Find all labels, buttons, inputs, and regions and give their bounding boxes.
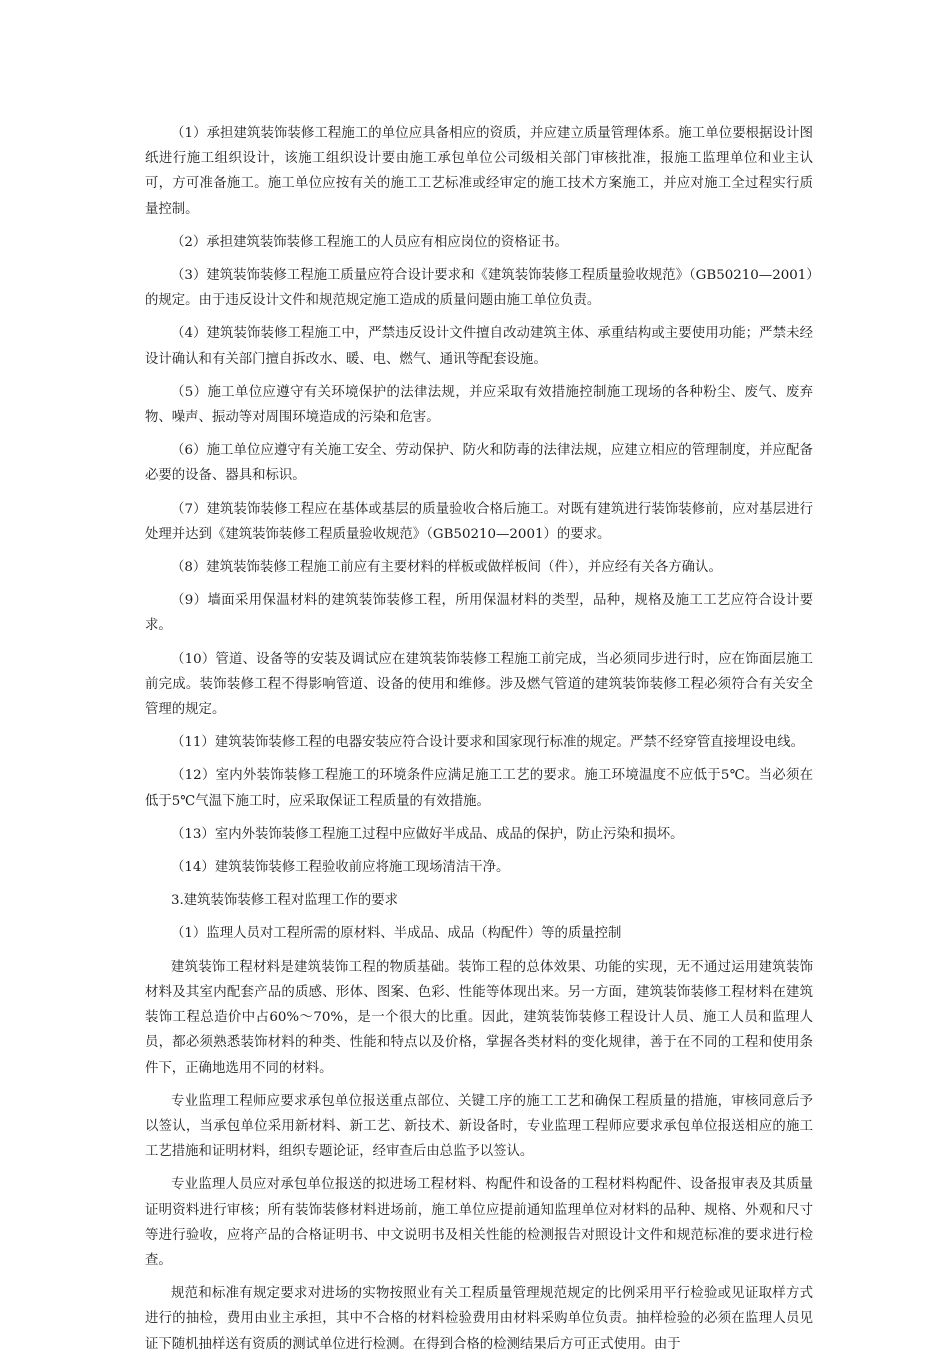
paragraph-11: （11）建筑装饰装修工程的电器安装应符合设计要求和国家现行标准的规定。严禁不经穿管直接埋设电线。 — [171, 735, 805, 751]
paragraph-6: （6）施工单位应遵守有关施工安全、劳动保护、防火和防毒的法律法规，应建立相应的管理制度，并应配备必要的设备、器具和标识。 — [145, 443, 813, 484]
body-paragraph-1: 建筑装饰工程材料是建筑装饰工程的物质基础。装饰工程的总体效果、功能的实现，无不通过运用建筑装饰材料及其室内配套产品的质感、形体、图案、色彩、性能等体现出来。另一方面，建筑装饰装修工程材料在建筑装饰工程总造价中占60%～70%，是一个很大的比重。因此，建筑装饰装修工程设计人员、施工人员和监理人员，都必须熟悉装饰材料的种类、性能和特点以及价格，掌握各类材料的变化规律，善于在不同的工程和使用条件下，正确地选用不同的材料。 — [145, 959, 813, 1076]
body-paragraph-4: 规范和标准有规定要求对进场的实物按照业有关工程质量管理规范规定的比例采用平行检验或见证取样方式进行的抽检，费用由业主承担，其中不合格的材料检验费用由材料采购单位负责。抽样检验的必须在监理人员见证下随机抽样送有资质的测试单位进行检测。在得到合格的检测结果后方可正式使用。由于 — [145, 1286, 813, 1352]
body-paragraph-2: 专业监理工程师应要求承包单位报送重点部位、关键工序的施工工艺和确保工程质量的措施，审核同意后予以签认，当承包单位采用新材料、新工艺、新技术、新设备时，专业监理工程师应要求承包单位报送相应的施工工艺措施和证明材料，组织专题论证，经审查后由总监予以签认。 — [145, 1093, 813, 1160]
paragraph-4: （4）建筑装饰装修工程施工中，严禁违反设计文件擅自改动建筑主体、承重结构或主要使用功能；严禁未经设计确认和有关部门擅自拆改水、暖、电、燃气、通讯等配套设施。 — [145, 326, 813, 367]
paragraph-3: （3）建筑装饰装修工程施工质量应符合设计要求和《建筑装饰装修工程质量验收规范》（GB50210—2001）的规定。由于违反设计文件和规范规定施工造成的质量问题由施工单位负责。 — [145, 268, 813, 309]
paragraph-14: （14）建筑装饰装修工程验收前应将施工现场清洁干净。 — [171, 860, 510, 876]
body-paragraph-3: 专业监理人员应对承包单位报送的拟进场工程材料、构配件和设备的工程材料构配件、设备报审表及其质量证明资料进行审核；所有装饰装修材料进场前，施工单位应提前通知监理单位对材料的品种、规格、外观和尺寸等进行验收，应将产品的合格证明书、中文说明书及相关性能的检测报告对照设计文件和规范标准的要求进行检查。 — [145, 1177, 813, 1268]
section-heading: 3.建筑装饰装修工程对监理工作的要求 — [171, 893, 399, 909]
paragraph-12: （12）室内外装饰装修工程施工的环境条件应满足施工工艺的要求。施工环境温度不应低于5℃。当必须在低于5℃气温下施工时，应采取保证工程质量的有效措施。 — [145, 768, 813, 809]
paragraph-10: （10）管道、设备等的安装及调试应在建筑装饰装修工程施工前完成，当必须同步进行时，应在饰面层施工前完成。装饰装修工程不得影响管道、设备的使用和维修。涉及燃气管道的建筑装饰装修工程必须符合有关安全管理的规定。 — [145, 651, 813, 718]
paragraph-1: （1）承担建筑装饰装修工程施工的单位应具备相应的资质，并应建立质量管理体系。施工单位要根据设计图纸进行施工组织设计，该施工组织设计要由施工承包单位公司级相关部门审核批准，报施工监理单位和业主认可，方可准备施工。施工单位应按有关的施工工艺标准或经审定的施工技术方案施工，并应对施工全过程实行质量控制。 — [145, 126, 813, 217]
document-page — [145, 121, 813, 1357]
paragraph-5: （5）施工单位应遵守有关环境保护的法律法规，并应采取有效措施控制施工现场的各种粉尘、废气、废弃物、噪声、振动等对周围环境造成的污染和危害。 — [145, 384, 813, 426]
paragraph-9: （9）墙面采用保温材料的建筑装饰装修工程，所用保温材料的类型，品种，规格及施工工艺应符合设计要求。 — [145, 593, 813, 634]
paragraph-7: （7）建筑装饰装修工程应在基体或基层的质量验收合格后施工。对既有建筑进行装饰装修前，应对基层进行处理并达到《建筑装饰装修工程质量验收规范》（GB50210—2001）的要求。 — [145, 501, 813, 542]
paragraph-13: （13）室内外装饰装修工程施工过程中应做好半成品、成品的保护，防止污染和损坏。 — [171, 826, 684, 842]
subsection-heading: （1）监理人员对工程所需的原材料、半成品、成品（构配件）等的质量控制 — [171, 926, 622, 942]
paragraph-8: （8）建筑装饰装修工程施工前应有主要材料的样板或做样板间（件），并应经有关各方确认。 — [171, 560, 722, 576]
paragraph-2: （2）承担建筑装饰装修工程施工的人员应有相应岗位的资格证书。 — [171, 234, 568, 250]
